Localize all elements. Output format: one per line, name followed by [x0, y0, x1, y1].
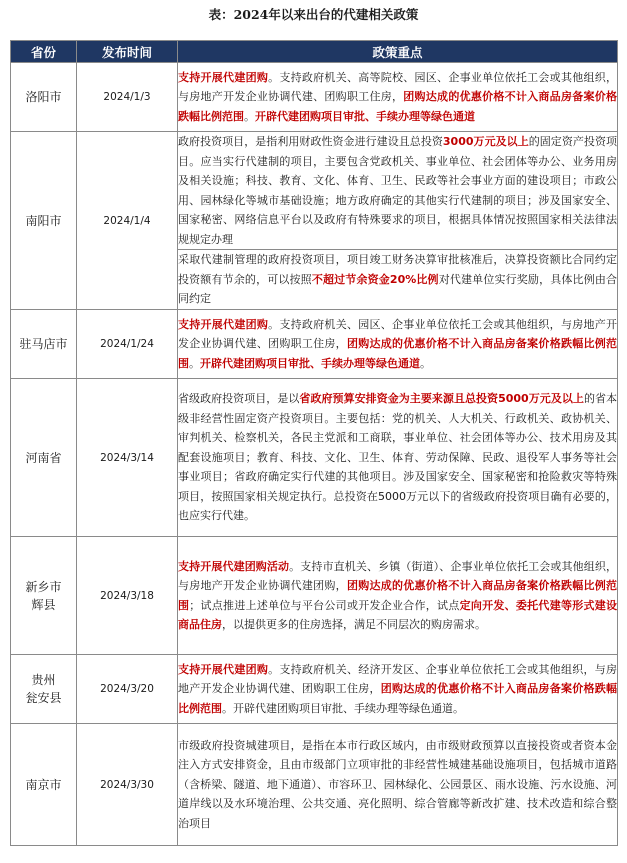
- policy-cell: [178, 379, 618, 537]
- policy-text: 。开辟代建团购项目审批、手续办理等绿色通道。: [222, 701, 464, 715]
- date-cell: 2024/1/4: [77, 132, 178, 310]
- province-cell: 贵州 瓮安县: [11, 655, 77, 724]
- table-row: [11, 63, 618, 132]
- policy-text: 政府投资项目，是指利用财政性资金进行建设且总投资: [178, 135, 443, 148]
- table-row: [11, 655, 618, 724]
- policy-text: 采取代建制管理的政府投资项目，项目竣工财务决算审批核准后，决算投资额比合同约定投资额有节余的，可以按照: [178, 253, 617, 286]
- date-cell: 2024/1/24: [77, 310, 178, 379]
- province-cell: 河南省: [11, 379, 77, 537]
- policy-text: 。支持政府机关、高等院校、园区、企事业单位依托工会或其他组织，与房地产开发企业协调代建、团购职工住房，: [178, 70, 618, 104]
- province-cell: 洛阳市: [11, 63, 77, 132]
- date-cell: 2024/1/3: [77, 63, 178, 132]
- highlighted-text: 省政府预算安排资金为主要来源且总投资5000万元及以上: [299, 392, 584, 406]
- policy-text: 的省本级非经营性固定资产投资项目。主要包括：党的机关、人大机关、行政机关、政协机关、审判机关、检察机关，各民主党派和工商联，事业单位、社会团体等办公、技术用房及其配套设施项目；教育、科技、文化、卫生、体育、劳动保障、民政、退役军人事务等社会事业项目；省政府确定实行代建的其他项目。涉及国家安全、国家秘密和抢险救灾等特殊项目，按照国家相关规定执行。总投资在5000万元以下的省级政府投资项目确有必要的，也应实行代建。: [178, 392, 618, 523]
- highlighted-text: 开辟代建团购项目审批、手续办理等绿色通道: [255, 109, 475, 123]
- highlighted-text: 团购达成的优惠价格不计入商品房备案价格跌幅比例范围: [178, 90, 618, 123]
- policy-text: 。支持政府机关、园区、企事业单位依托工会或其他组织，与房地产开发企业协调代建、团购职工住房，: [178, 317, 618, 351]
- highlighted-text: 支持开展代建团购: [178, 662, 269, 676]
- province-cell: 新乡市 辉县: [11, 537, 77, 655]
- policy-cell: [178, 132, 618, 250]
- policy-text: 。支持市直机关、乡镇（街道）、企事业单位依托工会或其他组织，与房地产开发企业协调代建团购，: [178, 559, 618, 592]
- highlighted-text: 支持开展代建团购: [178, 317, 269, 331]
- highlighted-text: 不超过节余资金20%比例: [311, 272, 439, 286]
- header-policy: 政策重点: [178, 41, 618, 63]
- policy-text: ；试点推进上述单位与平台公司或开发企业合作，试点: [189, 598, 460, 612]
- policy-cell: [178, 310, 618, 379]
- table-row: [11, 310, 618, 379]
- policy-text: 。: [420, 356, 431, 370]
- table-header-row: [11, 41, 618, 63]
- table-row: [11, 537, 618, 655]
- highlighted-text: 3000万元及以上: [442, 135, 529, 148]
- highlighted-text: 定向开发、委托代建等形式建设商品住房: [178, 598, 618, 631]
- policy-cell: [178, 724, 618, 846]
- table-row: [11, 379, 618, 537]
- policy-cell: [178, 63, 618, 132]
- date-cell: 2024/3/14: [77, 379, 178, 537]
- province-cell: 南京市: [11, 724, 77, 846]
- policy-cell: [178, 250, 618, 310]
- header-province: 省份: [11, 41, 77, 63]
- province-cell: 南阳市: [11, 132, 77, 310]
- highlighted-text: 团购达成的优惠价格不计入商品房备案价格跌幅比例范围: [178, 682, 618, 715]
- policy-text: 。: [189, 356, 200, 370]
- policy-text: 。支持政府机关、经济开发区、企事业单位依托工会或其他组织，与房地产开发企业协调代建、团购职工住房，: [178, 662, 618, 696]
- policy-table: [10, 40, 618, 846]
- table-row: [11, 724, 618, 846]
- date-cell: 2024/3/18: [77, 537, 178, 655]
- highlighted-text: 团购达成的优惠价格不计入商品房备案价格跌幅比例范围: [178, 337, 618, 370]
- policy-text: 的固定资产投资项目。应当实行代建制的项目，主要包含党政机关、事业单位、社会团体等办公、业务用房及相关设施；科技、教育、文化、体育、卫生、民政等社会事业方面的建设项目；市政公用、园林绿化等城市基础设施；地方政府确定的其他实行代建制的项目；涉及国家安全、国家秘密、网络信息平台以及政府有特殊要求的项目，根据具体情况按照国家相关法律法规规定办理: [178, 135, 617, 246]
- policy-text: 省级政府投资项目，是以: [178, 392, 300, 406]
- highlighted-text: 团购达成的优惠价格不计入商品房备案价格跌幅比例范围: [178, 579, 618, 612]
- highlighted-text: 支持开展代建团购: [178, 70, 269, 84]
- policy-text: 市级政府投资城建项目，是指在本市行政区域内，由市级财政预算以直接投资或者资本金注入方式安排资金，且由市级部门立项审批的非经营性城建基础设施项目，包括城市道路（含桥梁、隧道、地下通道）、市容环卫、园林绿化、公园景区、雨水设施、污水设施、河道岸线以及水环境治理、公共交通、亮化照明、综合管廊等新改扩建、技术改造和综合整治项目: [178, 738, 617, 830]
- policy-text: 对代建单位实行奖励，具体比例由合同约定: [178, 272, 617, 306]
- date-cell: 2024/3/30: [77, 724, 178, 846]
- policy-cell: [178, 537, 618, 655]
- date-cell: 2024/3/20: [77, 655, 178, 724]
- table-title: 表：2024年以来出台的代建相关政策: [208, 7, 419, 22]
- highlighted-text: 支持开展代建团购活动: [178, 559, 290, 573]
- policy-cell: [178, 655, 618, 724]
- highlighted-text: 开辟代建团购项目审批、手续办理等绿色通道: [200, 356, 420, 370]
- header-date: 发布时间: [77, 41, 178, 63]
- policy-text: ，以提供更多的住房选择，满足不同层次的购房需求。: [222, 618, 486, 631]
- policy-text: 。: [244, 109, 255, 123]
- table-row: [11, 132, 618, 250]
- province-cell: 驻马店市: [11, 310, 77, 379]
